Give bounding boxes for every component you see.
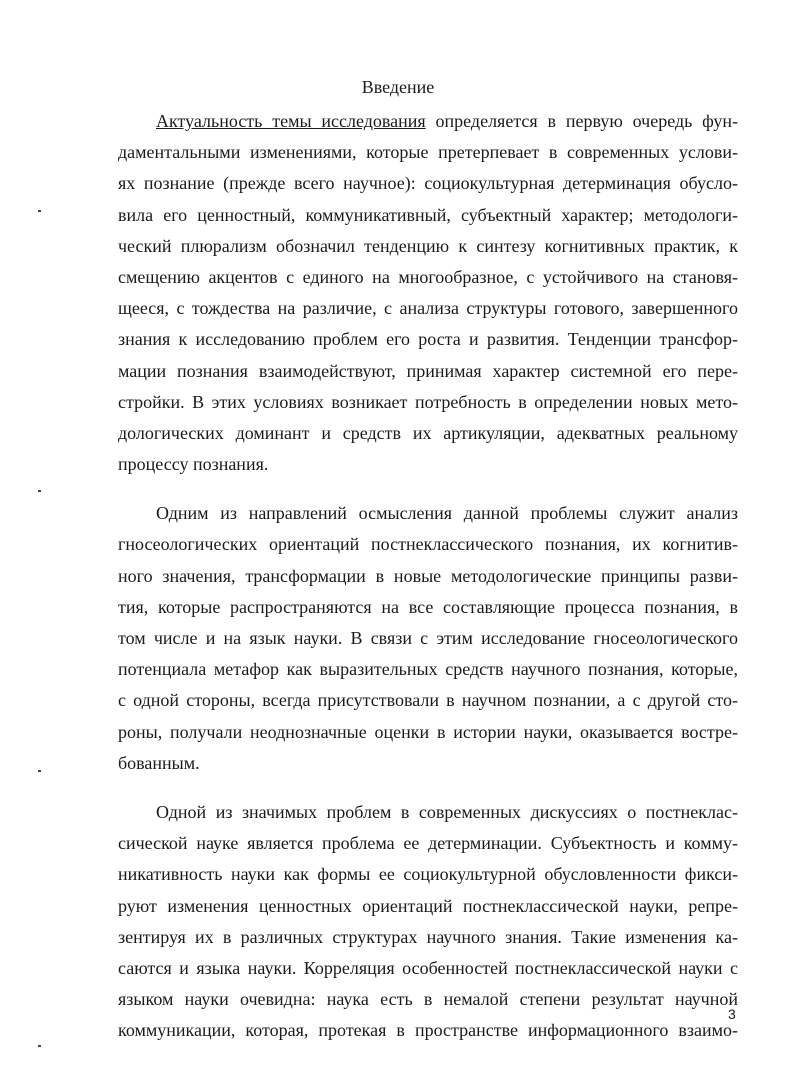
text-line: сической науке является проблема ее детерминации. Субъектность и комму-: [118, 833, 738, 854]
text-line: с одной стороны, всегда присутствовали в научном познании, а с другой сто-: [118, 690, 738, 711]
text-line: Одним из направлений осмысления данной проблемы служит анализ: [156, 503, 738, 524]
text-line: никативность науки как формы ее социокультурной обусловленности фикси-: [118, 864, 738, 885]
body-text: [118, 106, 738, 1046]
text-line: мации познания взаимодействуют, принимая характер системной его пере-: [118, 360, 738, 381]
text-line: процессу познания.: [118, 454, 269, 475]
scan-mark: [38, 210, 41, 212]
text-line: коммуникации, которая, протекая в пространстве информационного взаимо-: [118, 1020, 738, 1041]
text-line: вила его ценностный, коммуникативный, субъектный характер; методологи-: [118, 204, 738, 225]
text-line: [118, 106, 738, 137]
page-number: 3: [728, 1006, 736, 1022]
text-line: зентируя их в различных структурах научного знания. Такие изменения ка-: [118, 926, 738, 947]
text-line: смещению акцентов с единого на многообразное, с устойчивого на становя-: [118, 266, 738, 287]
text-line: щееся, с тождества на различие, с анализа структуры готового, завершенного: [118, 298, 738, 319]
text-line: тия, которые распространяются на все составляющие процесса познания, в: [118, 596, 738, 617]
paragraph-2: [118, 498, 738, 779]
text-line: Одной из значимых проблем в современных дискуссиях о постнеклас-: [156, 801, 738, 822]
page-title: Введение: [361, 77, 435, 97]
text-line: ного значения, трансформации в новые методологические принципы разви-: [118, 565, 738, 586]
text-line: даментальными изменениями, которые претерпевает в современных услови-: [118, 142, 738, 163]
text-line: саются и языка науки. Корреляция особенностей постнеклассической науки с: [118, 957, 738, 978]
text-line: бованным.: [118, 752, 200, 773]
scan-mark: [38, 770, 41, 772]
text-line: роны, получали неоднозначные оценки в истории науки, оказывается востре-: [118, 721, 738, 742]
paragraph-3: [118, 797, 738, 1047]
underlined-lead: Актуальность темы исследования: [156, 111, 426, 131]
text-line: ческий плюрализм обозначил тенденцию к синтезу когнитивных практик, к: [118, 235, 738, 256]
text-line: дологических доминант и средств их артикуляции, адекватных реальному: [118, 422, 738, 443]
text-line: стройки. В этих условиях возникает потребность в определении новых мето-: [118, 391, 738, 412]
text-line: гносеологических ориентаций постнеклассического познания, их когнитив-: [118, 534, 738, 555]
text-line: потенциала метафор как выразительных средств научного познания, которые,: [118, 659, 738, 680]
text-line: руют изменения ценностных ориентаций постнеклассической науки, репре-: [118, 895, 738, 916]
text-line: том числе и на язык науки. В связи с этим исследование гносеологического: [118, 628, 738, 648]
paragraph-1: [118, 106, 738, 480]
scan-mark: [38, 1045, 41, 1047]
text-line: языком науки очевидна: наука есть в немалой степени результат научной: [118, 989, 738, 1010]
scan-mark: [38, 490, 41, 492]
text-fragment: определяется в первую очередь фун-: [425, 111, 738, 131]
text-line: знания к исследованию проблем его роста и развития. Тенденции трансфор-: [118, 329, 738, 350]
text-line: ях познание (прежде всего научное): социокультурная детерминация обусло-: [118, 173, 738, 194]
